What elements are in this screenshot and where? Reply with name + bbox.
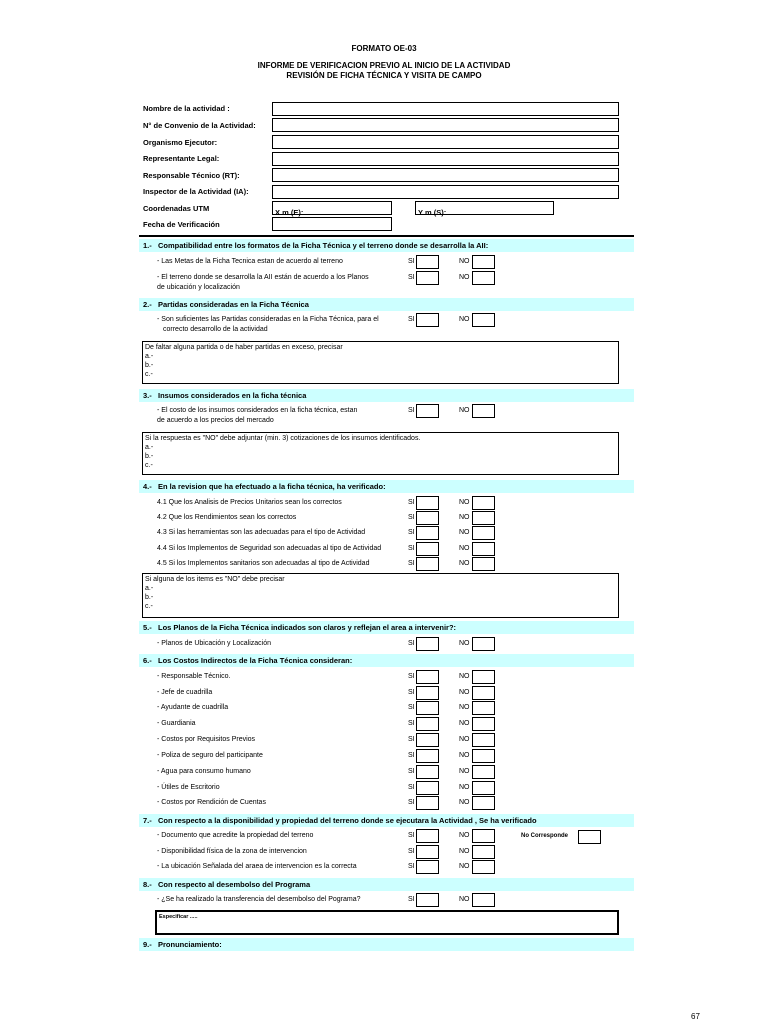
section-number: 2.-: [143, 300, 152, 309]
section-9-header: [139, 938, 634, 951]
activity-name-field[interactable]: [272, 102, 619, 116]
no-label: NO: [459, 832, 470, 839]
no-checkbox[interactable]: [472, 749, 495, 763]
section-title: Los Costos Indirectos de la Ficha Técnica consideran:: [158, 656, 353, 665]
yes-checkbox[interactable]: [416, 860, 439, 874]
section-title: Partidas consideradas en la Ficha Técnica: [158, 300, 309, 309]
list-item: - Son suficientes las Partidas consideradas en la Ficha Técnica, para el correcto desarrollo de la actividad: [157, 316, 379, 333]
list-item: - Guardiania: [157, 720, 196, 727]
yes-checkbox[interactable]: [416, 313, 439, 327]
no-checkbox[interactable]: [472, 717, 495, 731]
technical-resp-field[interactable]: [272, 168, 619, 182]
list-item: 4.1 Que los Analisis de Precios Unitarios sean los correctos: [157, 499, 342, 506]
list-item: - Responsable Técnico.: [157, 673, 231, 680]
no-checkbox[interactable]: [472, 313, 495, 327]
no-checkbox[interactable]: [472, 271, 495, 285]
list-item: - Las Metas de la Ficha Tecnica estan de acuerdo al terreno: [157, 258, 343, 265]
yes-checkbox[interactable]: [416, 511, 439, 525]
no-label: NO: [459, 848, 470, 855]
no-label: NO: [459, 752, 470, 759]
yes-label: SI: [408, 736, 415, 743]
no-checkbox[interactable]: [472, 893, 495, 907]
yes-checkbox[interactable]: [416, 557, 439, 571]
yes-label: SI: [408, 274, 415, 281]
no-label: NO: [459, 316, 470, 323]
list-item: - Disponibilidad física de la zona de intervencion: [157, 848, 307, 855]
section-title: Compatibilidad entre los formatos de la Ficha Técnica y el terreno donde se desarrolla la AII:: [158, 241, 489, 250]
section-6-header: [139, 654, 634, 667]
yes-checkbox[interactable]: [416, 686, 439, 700]
list-item: 4.3 Si las herramientas son las adecuadas para el tipo de Actividad: [157, 529, 366, 536]
section-8-header: [139, 878, 634, 891]
yes-checkbox[interactable]: [416, 526, 439, 540]
list-item: 4.5 Si los Implementos sanitarios son adecuadas al tipo de Actividad: [157, 560, 370, 567]
quotations-note[interactable]: Si la respuesta es "NO" debe adjuntar (min. 3) cotizaciones de los insumos identificados. a.- b.- c.-: [142, 432, 619, 475]
section-number: 7.-: [143, 816, 152, 825]
no-label: NO: [459, 704, 470, 711]
no-checkbox[interactable]: [472, 511, 495, 525]
no-checkbox[interactable]: [472, 845, 495, 859]
list-item: - El terreno donde se desarrolla la AII están de acuerdo a los Planos de ubicación y localización: [157, 274, 369, 291]
no-checkbox[interactable]: [472, 701, 495, 715]
no-checkbox[interactable]: [472, 526, 495, 540]
section-2-header: [139, 298, 634, 311]
yes-label: SI: [408, 752, 415, 759]
yes-label: SI: [408, 832, 415, 839]
list-item: - Poliza de seguro del participante: [157, 752, 263, 759]
agreement-number-label: N° de Convenio de la Actividad:: [143, 121, 256, 130]
no-checkbox[interactable]: [472, 796, 495, 810]
no-label: NO: [459, 768, 470, 775]
list-item: - La ubicación Señalada del araea de intervencion es la correcta: [157, 863, 357, 870]
list-item: - Jefe de cuadrilla: [157, 689, 213, 696]
section-7-header: [139, 814, 634, 827]
yes-checkbox[interactable]: [416, 733, 439, 747]
yes-checkbox[interactable]: [416, 496, 439, 510]
yes-label: SI: [408, 514, 415, 521]
yes-label: SI: [408, 863, 415, 870]
yes-label: SI: [408, 768, 415, 775]
no-label: NO: [459, 274, 470, 281]
yes-label: SI: [408, 258, 415, 265]
no-corresponde-checkbox[interactable]: [578, 830, 601, 844]
yes-label: SI: [408, 316, 415, 323]
section-number: 8.-: [143, 880, 152, 889]
yes-label: SI: [408, 545, 415, 552]
section-title: Con respecto a la disponibilidad y propiedad del terreno donde se ejecutara la Actividad , Se ha verificado: [158, 816, 537, 825]
agreement-number-field[interactable]: [272, 118, 619, 132]
executing-org-field[interactable]: [272, 135, 619, 149]
no-checkbox[interactable]: [472, 637, 495, 651]
yes-label: SI: [408, 784, 415, 791]
missing-items-note[interactable]: De faltar alguna partida o de haber partidas en exceso, precisar a.- b.- c.-: [142, 341, 619, 384]
items-no-note[interactable]: Si alguna de los items es "NO" debe precisar a.- b.- c.-: [142, 573, 619, 618]
yes-checkbox[interactable]: [416, 271, 439, 285]
section-5-header: [139, 621, 634, 634]
list-item: - Costos por Requisitos Previos: [157, 736, 256, 743]
executing-org-label: Organismo Ejecutor:: [143, 138, 218, 147]
no-label: NO: [459, 407, 470, 414]
section-title: Con respecto al desembolso del Programa: [158, 880, 311, 889]
yes-checkbox[interactable]: [416, 404, 439, 418]
coord-x-label: X m (E):: [275, 208, 304, 217]
inspector-field[interactable]: [272, 185, 619, 199]
section-3-header: [139, 389, 634, 402]
no-checkbox[interactable]: [472, 496, 495, 510]
section-number: 9.-: [143, 940, 152, 949]
inspector-label: Inspector de la Actividad (IA):: [143, 187, 249, 196]
no-label: NO: [459, 736, 470, 743]
no-checkbox[interactable]: [472, 404, 495, 418]
no-checkbox[interactable]: [472, 765, 495, 779]
section-4-header: [139, 480, 634, 493]
section-number: 6.-: [143, 656, 152, 665]
verification-date-field[interactable]: [272, 217, 392, 231]
yes-checkbox[interactable]: [416, 542, 439, 556]
no-checkbox[interactable]: [472, 686, 495, 700]
yes-label: SI: [408, 499, 415, 506]
yes-checkbox[interactable]: [416, 765, 439, 779]
yes-checkbox[interactable]: [416, 796, 439, 810]
no-label: NO: [459, 640, 470, 647]
no-label: NO: [459, 258, 470, 265]
no-label: NO: [459, 863, 470, 870]
yes-label: SI: [408, 560, 415, 567]
utm-coordinates-label: Coordenadas UTM: [143, 204, 210, 213]
legal-rep-label: Representante Legal:: [143, 154, 220, 163]
specify-field[interactable]: Especificar .....: [155, 910, 619, 935]
no-label: NO: [459, 784, 470, 791]
list-item: - Ayudante de cuadrilla: [157, 704, 229, 711]
technical-resp-label: Responsable Técnico (RT):: [143, 171, 240, 180]
section-title: En la revision que ha efectuado a la ficha técnica, ha verificado:: [158, 482, 386, 491]
yes-label: SI: [408, 529, 415, 536]
list-item: - Documento que acredite la propiedad del terreno: [157, 832, 314, 839]
list-item: 4.2 Que los Rendimientos sean los correctos: [157, 514, 297, 521]
yes-checkbox[interactable]: [416, 893, 439, 907]
section-number: 5.-: [143, 623, 152, 632]
page-number: 67: [691, 1012, 700, 1021]
no-label: NO: [459, 560, 470, 567]
form-code: FORMATO OE-03: [351, 44, 417, 53]
yes-checkbox[interactable]: [416, 670, 439, 684]
yes-checkbox[interactable]: [416, 717, 439, 731]
no-checkbox[interactable]: [472, 781, 495, 795]
no-label: NO: [459, 720, 470, 727]
yes-label: SI: [408, 407, 415, 414]
no-checkbox[interactable]: [472, 557, 495, 571]
no-checkbox[interactable]: [472, 670, 495, 684]
verification-date-label: Fecha de Verificación: [143, 220, 220, 229]
list-item: - Planos de Ubicación y Localización: [157, 640, 272, 647]
list-item: - Costos por Rendición de Cuentas: [157, 799, 266, 806]
yes-label: SI: [408, 689, 415, 696]
list-item: - Útiles de Escritorio: [157, 784, 220, 791]
no-label: NO: [459, 896, 470, 903]
yes-checkbox[interactable]: [416, 637, 439, 651]
yes-checkbox[interactable]: [416, 845, 439, 859]
no-corresponde-label: No Corresponde: [521, 833, 569, 839]
list-item: - Agua para consumo humano: [157, 768, 251, 775]
yes-label: SI: [408, 720, 415, 727]
section-title: Pronunciamiento:: [158, 940, 222, 949]
yes-checkbox[interactable]: [416, 781, 439, 795]
yes-checkbox[interactable]: [416, 701, 439, 715]
form-title-line1: INFORME DE VERIFICACION PREVIO AL INICIO DE LA ACTIVIDAD: [257, 61, 511, 70]
no-checkbox[interactable]: [472, 733, 495, 747]
no-label: NO: [459, 545, 470, 552]
yes-checkbox[interactable]: [416, 255, 439, 269]
legal-rep-field[interactable]: [272, 152, 619, 166]
section-number: 3.-: [143, 391, 152, 400]
list-item: - ¿Se ha realizado la transferencia del desembolso del Pograma?: [157, 896, 361, 903]
section-1-header: [139, 239, 634, 252]
yes-checkbox[interactable]: [416, 749, 439, 763]
no-label: NO: [459, 673, 470, 680]
coord-x-field[interactable]: [272, 201, 392, 215]
no-label: NO: [459, 799, 470, 806]
no-label: NO: [459, 689, 470, 696]
header-divider: [139, 235, 634, 237]
no-checkbox[interactable]: [472, 255, 495, 269]
yes-label: SI: [408, 704, 415, 711]
form-title-line2: REVISIÓN DE FICHA TÉCNICA Y VISITA DE CAMPO: [286, 71, 482, 80]
no-checkbox[interactable]: [472, 860, 495, 874]
activity-name-label: Nombre de la actividad :: [143, 104, 230, 113]
yes-label: SI: [408, 799, 415, 806]
yes-label: SI: [408, 673, 415, 680]
yes-label: SI: [408, 848, 415, 855]
yes-label: SI: [408, 640, 415, 647]
list-item: - El costo de los insumos considerados en la ficha técnica, estan de acuerdo a los precios del mercado: [157, 407, 358, 424]
section-title: Insumos considerados en la ficha técnica: [158, 391, 307, 400]
coord-y-field[interactable]: [415, 201, 554, 215]
list-item: 4.4 Si los Implementos de Seguridad son adecuadas al tipo de Actividad: [157, 545, 382, 552]
no-label: NO: [459, 514, 470, 521]
section-number: 4.-: [143, 482, 152, 491]
no-checkbox[interactable]: [472, 829, 495, 843]
no-label: NO: [459, 529, 470, 536]
no-label: NO: [459, 499, 470, 506]
yes-checkbox[interactable]: [416, 829, 439, 843]
section-number: 1.-: [143, 241, 152, 250]
yes-label: SI: [408, 896, 415, 903]
coord-y-label: Y m (S):: [418, 208, 447, 217]
no-checkbox[interactable]: [472, 542, 495, 556]
section-title: Los Planos de la Ficha Técnica indicados son claros y reflejan el area a intervenir?:: [158, 623, 457, 632]
